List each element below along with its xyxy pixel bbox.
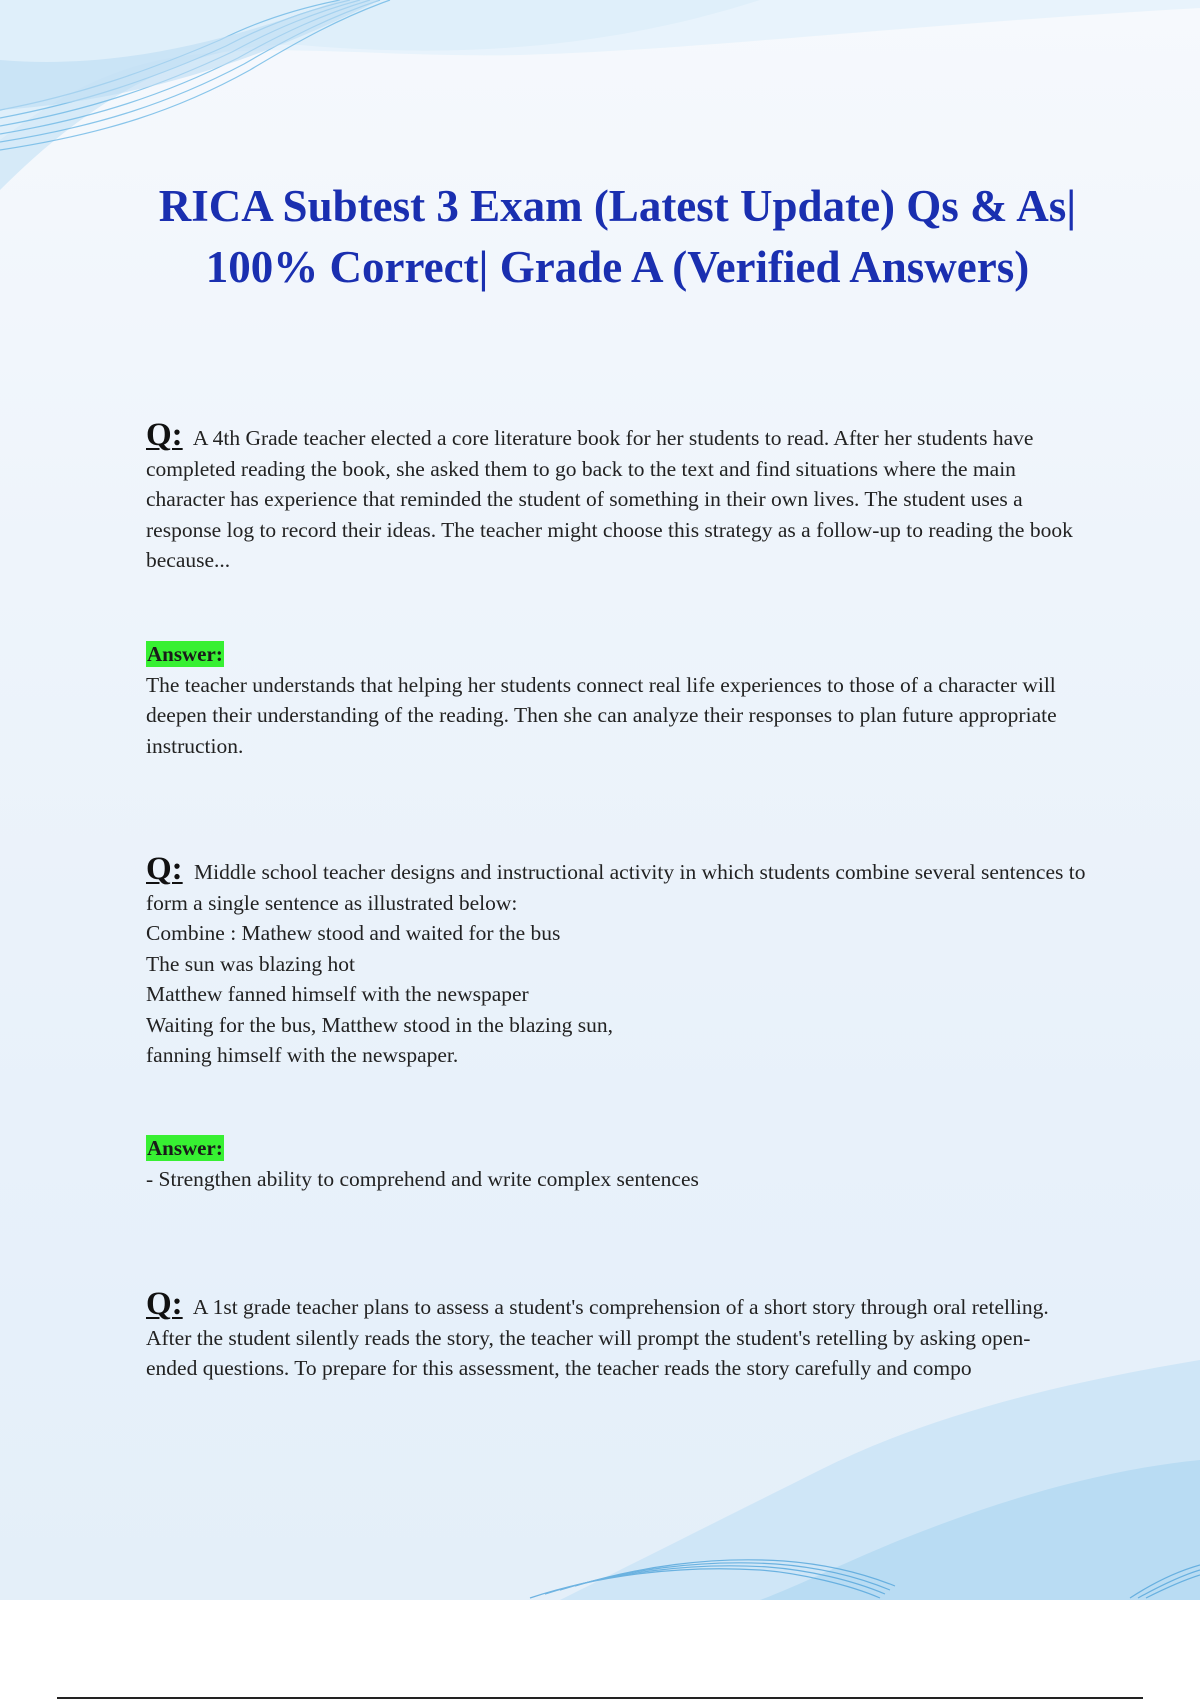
question-line: fanning himself with the newspaper. [146, 1043, 459, 1067]
question-3 [146, 1286, 1091, 1353]
qa-item-3 [146, 1286, 1091, 1384]
question-text: A 4th Grade teacher elected a core literature book for her students to read. After her students have completed reading the book, she asked them to go back to the text and find situations where the main character has experience that reminded the student of something in their own lives. The student uses a response log to record their ideas. The teacher might choose this strategy as a follow-up to reading the book because... [146, 426, 1073, 572]
question-2 [146, 851, 1091, 918]
page-title: RICA Subtest 3 Exam (Latest Update) Qs & As| 100% Correct| Grade A (Verified Answers) [158, 181, 1077, 292]
answer-block-2 [146, 1133, 1091, 1194]
qa-item-1 [146, 417, 1091, 576]
answer-text: The teacher understands that helping her students connect real life experiences to those of a character will deepen their understanding of the reading. Then she can analyze their responses to plan future appropriate instruction. [146, 672, 1057, 758]
question-label: Q: [146, 1286, 183, 1322]
question-line: The sun was blazing hot [146, 951, 355, 976]
question-1 [146, 417, 1091, 576]
answer-label: Answer: [147, 1136, 223, 1160]
question-text: Middle school teacher designs and instructional activity in which students combine several sentences to form a single sentence as illustrated below: [146, 860, 1086, 915]
qa-item-2 [146, 851, 1091, 1071]
question-label: Q: [146, 417, 183, 453]
answer-text: - Strengthen ability to comprehend and write complex sentences [146, 1166, 699, 1191]
question-label: Q: [146, 851, 183, 887]
question-line: ended questions. To prepare for this assessment, the teacher reads the story carefully and compo [146, 1356, 972, 1380]
question-line: Waiting for the bus, Matthew stood in the blazing sun, [146, 1012, 614, 1037]
question-text: A 1st grade teacher plans to assess a student's comprehension of a short story through oral retelling. After the student silently reads the story, the teacher will prompt the student's retelling by asking open- [146, 1295, 1049, 1350]
question-line: Matthew fanned himself with the newspaper [146, 982, 529, 1006]
question-line: Combine : Mathew stood and waited for the bus [146, 921, 561, 945]
answer-label: Answer: [147, 642, 223, 666]
answer-block-1 [146, 639, 1091, 761]
footer-rule [57, 1697, 1143, 1699]
